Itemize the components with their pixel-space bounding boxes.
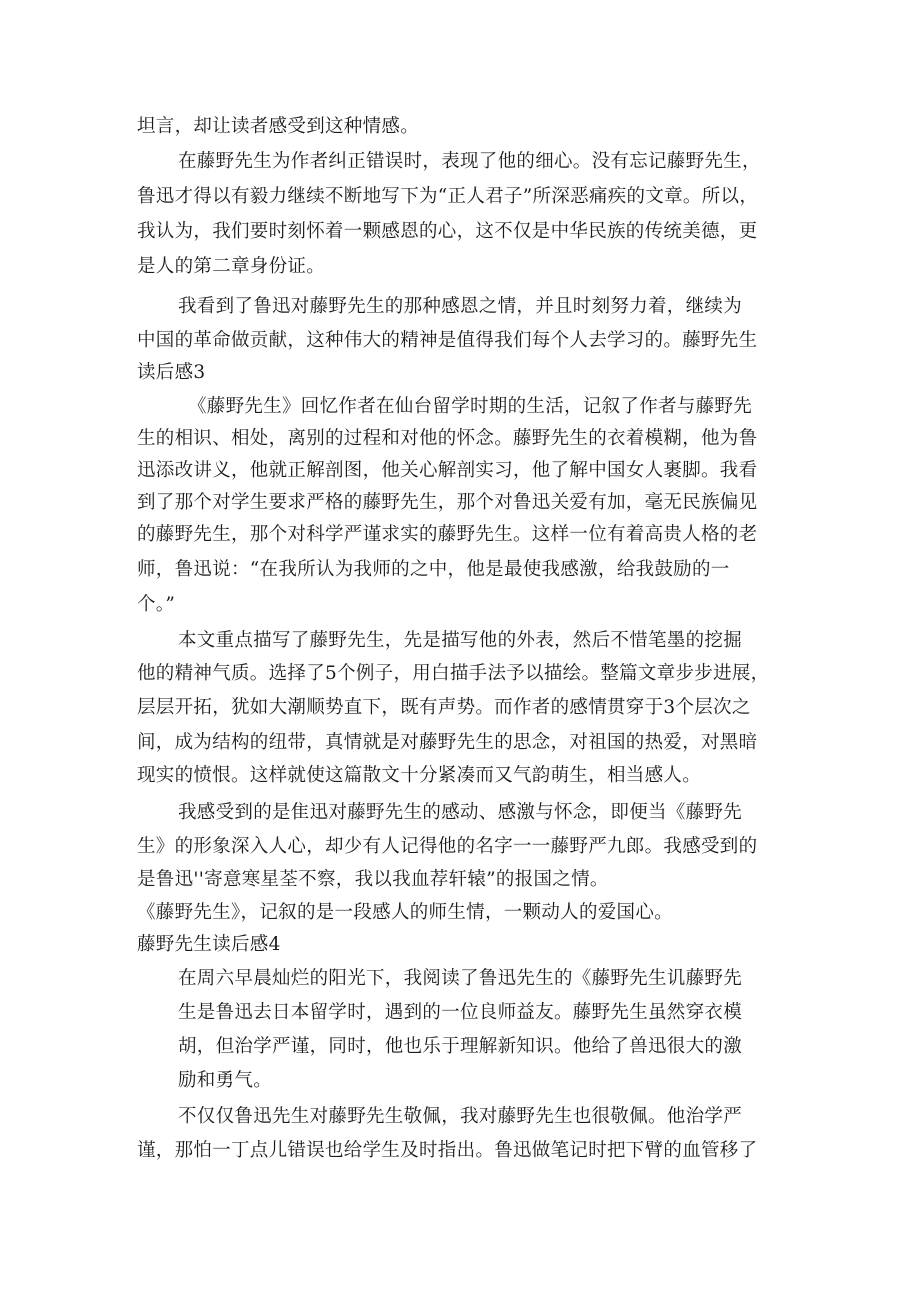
text-line: 我感受到的是隹迅对藤野先生的感动、感激与怀念，即便当《藤野先 (178, 802, 743, 823)
text-line: 中国的革命做贡献，这种伟大的精神是值得我们每个人去学习的。藤野先生 (137, 330, 758, 351)
text-line: 间，成为结构的纽带，真情就是对藤野先生的思念，对祖国的热爱，对黑暗 (137, 732, 758, 753)
text-line: 在藤野先生为作者纠正错误时，表现了他的细心。没有忘记藤野先生， (178, 151, 761, 172)
section-heading: 读后感3 (137, 362, 206, 383)
text-line: 鲁迅才得以有毅力继续不断地写下为“正人君子”所深恶痛疾的文章。所以， (137, 186, 759, 207)
section-heading: 藤野先生读后感4 (137, 934, 281, 955)
text-line: 现实的愤恨。这样就使这篇散文十分紧凑而又气韵萌生，相当感人。 (137, 765, 702, 786)
text-line: 迅添改讲义，他就正解剖图，他关心解剖实习，他了解中国女人裹脚。我看 (137, 460, 758, 481)
text-line: 层层开拓，犹如大潮顺势直下，既有声势。而作者的感情贯穿于3个层次之 (137, 697, 751, 718)
text-line: 生的相识、相处，离别的过程和对他的怀念。藤野先生的衣着模糊，他为鲁 (137, 428, 758, 449)
text-line: 《藤野先生》回忆作者在仙台留学时期的生活，记叙了作者与藤野先 (188, 396, 753, 417)
text-line: 是人的第二章身份证。 (137, 256, 326, 277)
text-line: 师，鲁迅说：“在我所认为我师的之中，他是最使我感激，给我鼓励的一 (137, 559, 730, 580)
text-line: 个。” (137, 594, 176, 615)
text-line: 我认为，我们要时刻怀着一颗感恩的心，这不仅是中华民族的传统美德，更 (137, 221, 758, 242)
text-line: 励和勇气。 (178, 1070, 273, 1091)
text-line: 本文重点描写了藤野先生，先是描写他的外表，然后不惜笔墨的挖掘 (178, 630, 743, 651)
text-line: 谨，那怕一丁点儿错误也给学生及时指出。鲁迅做笔记时把下臂的血管移了 (137, 1140, 758, 1161)
text-line: 生是鲁迅去日本留学时，遇到的一位良师益友。藤野先生虽然穿衣模 (178, 1002, 743, 1023)
text-line: 《藤野先生》，记叙的是一段感人的师生情，一颗动人的爱国心。 (137, 902, 673, 923)
text-line: 坦言，却让读者感受到这种情感。 (137, 116, 420, 137)
text-line: 胡，但治学严谨，同时，他也乐于理解新知识。他给了兽迅很大的激 (178, 1036, 743, 1057)
text-line: 不仅仅鲁迅先生对藤野先生敬佩，我对藤野先生也很敬佩。他治学严 (178, 1106, 743, 1127)
text-line: 我看到了鲁迅对藤野先生的那种感恩之情，并且时刻努力着，继续为 (178, 296, 743, 317)
text-line: 到了那个对学生要求严格的藤野先生，那个对鲁迅关爱有加，毫无民族偏见 (137, 492, 758, 513)
text-line: 是鲁迅''寄意寒星荃不察，我以我血荐轩辕”的报国之情。 (137, 869, 609, 890)
text-line: 的藤野先生，那个对科学严谨求实的藤野先生。这样一位有着高贵人格的老 (137, 524, 758, 545)
text-line: 在周六早晨灿烂的阳光下，我阅读了鲁迅先生的《藤野先生讥藤野先 (178, 968, 743, 989)
text-line: 生》的形象深入人心，却少有人记得他的名字一一藤野严九郎。我感受到的 (137, 836, 758, 857)
text-line: 他的精神气质。选择了5个例子，用白描手法予以描绘。整篇文章步步进展， (137, 663, 770, 684)
